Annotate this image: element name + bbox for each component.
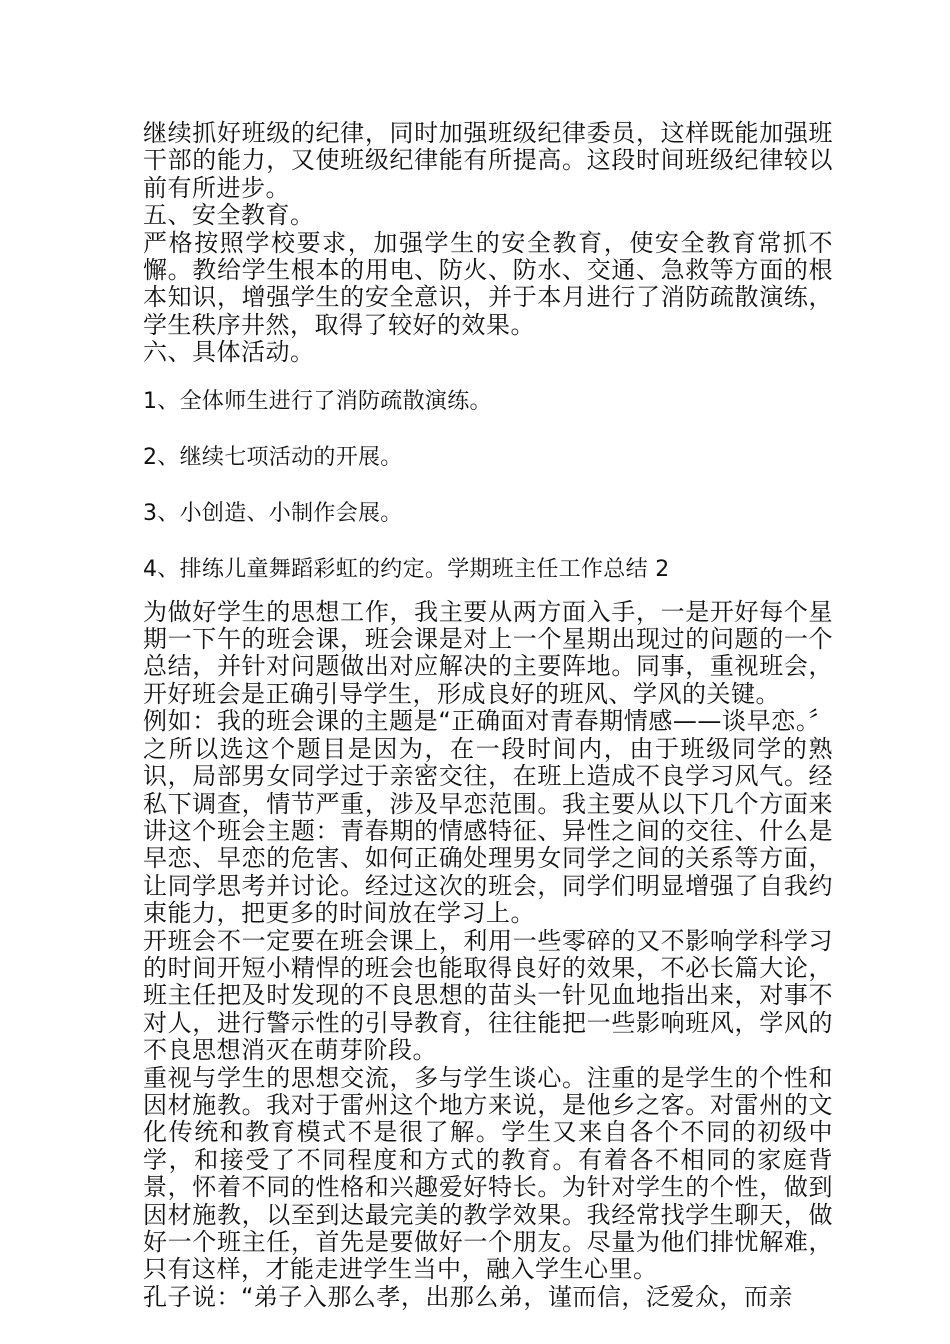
paragraph-example: 例如：我的班会课的主题是“正确面对青春期情感——谈早恋。〞之所以选这个题目是因为，在一段时间内，由于班级同学的熟识，局部男女同学过于亲密交往，在班上造成不良学习风气。经私下调查，情节严重，涉及早恋范围。我主要从以下几个方面来讲这个班会主题：青春期的情感特征、异性之间的交往、什么是早恋、早恋的危害、如何正确处理男女同学之间的关系等方面，让同学思考并讨论。经过这次的班会，同学们明显增强了自我约束能力，把更多的时间放在学习上。 (143, 707, 833, 928)
paragraph-discipline: 继续抓好班级的纪律，同时加强班级纪律委员，这样既能加强班干部的能力，又使班级纪律能有所提高。这段时间班级纪律较以前有所进步。 (143, 119, 833, 202)
paragraph-confucius: 孔子说：“弟子入那么孝，出那么弟，谨而信，泛爱众，而亲 (143, 1282, 793, 1311)
activity-item: 1、全体师生进行了消防疏散演练。 (143, 388, 492, 414)
heading-activities: 六、具体活动。 (143, 338, 315, 367)
activity-item: 2、继续七项活动的开展。 (143, 444, 403, 470)
document-page (143, 120, 833, 1311)
activity-item: 3、小创造、小制作会展。 (143, 500, 403, 526)
activity-item: 4、排练儿童舞蹈彩虹的约定。学期班主任工作总结 2 (143, 556, 670, 582)
paragraph-class-meeting: 为做好学生的思想工作，我主要从两方面入手，一是开好每个星期一下午的班会课，班会课是对上一个星期出现过的问题的一个总结，并针对问题做出对应解决的主要阵地。同事，重视班会，开好班会是正确引导学生，形成良好的班风、学风的关键。 (143, 597, 833, 708)
heading-safety-education: 五、安全教育。 (143, 201, 315, 230)
paragraph-communication: 重视与学生的思想交流，多与学生谈心。注重的是学生的个性和因材施教。我对于雷州这个地方来说，是他乡之客。对雷州的文化传统和教育模式不是很了解。学生又来自各个不同的初级中学，和接受了不同程度和方式的教育。有着各不相同的家庭背景，怀着不同的性格和兴趣爱好特长。为针对学生的个性，做到因材施教，以至到达最完美的教学效果。我经常找学生聊天，做好一个班主任，首先是要做好一个朋友。尽量为他们排忧解难，只有这样，才能走进学生当中，融入学生心里。 (143, 1063, 833, 1284)
paragraph-safety: 严格按照学校要求，加强学生的安全教育，使安全教育常抓不懈。教给学生根本的用电、防火、防水、交通、急救等方面的根本知识，增强学生的安全意识，并于本月进行了消防疏散演练，学生秩序井然，取得了较好的效果。 (143, 228, 833, 339)
paragraph-short-meetings: 开班会不一定要在班会课上，利用一些零碎的又不影响学科学习的时间开短小精悍的班会也能取得良好的效果，不必长篇大论，班主任把及时发现的不良思想的苗头一针见血地指出来，对事不对人，进行警示性的引导教育，往往能把一些影响班风，学风的不良思想消灭在萌芽阶段。 (143, 926, 833, 1065)
